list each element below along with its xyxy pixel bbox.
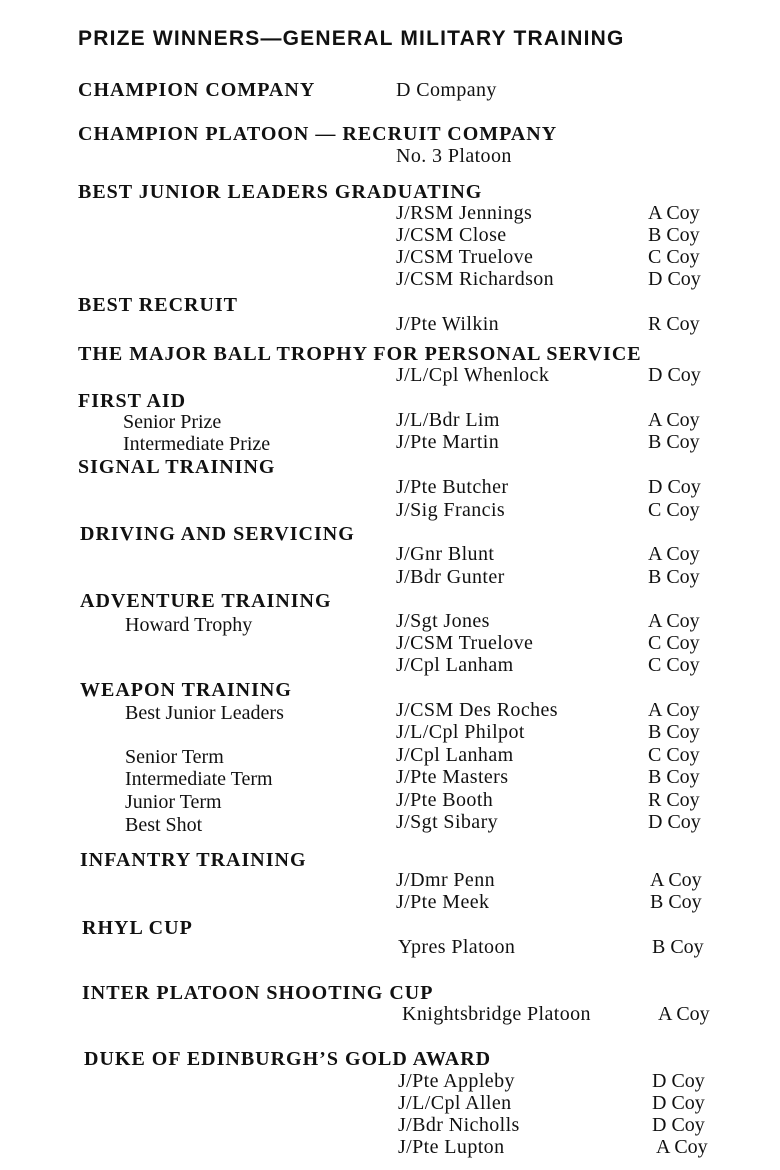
winner-coy: A Coy (656, 1136, 708, 1158)
sub-category: Junior Term (125, 791, 222, 813)
winner-name: Knightsbridge Platoon (402, 1003, 591, 1025)
winner-name: J/Gnr Blunt (396, 543, 495, 565)
winner-coy: D Coy (648, 364, 701, 386)
winner-coy: C Coy (648, 632, 700, 654)
winner-coy: D Coy (648, 476, 701, 498)
section-heading: THE MAJOR BALL TROPHY FOR PERSONAL SERVICE (78, 343, 642, 365)
winner-name: J/CSM Truelove (396, 246, 534, 268)
winner-coy: A Coy (648, 409, 700, 431)
winner-name: J/Pte Lupton (398, 1136, 505, 1158)
winner-name: J/Cpl Lanham (396, 744, 514, 766)
winner-coy: A Coy (648, 699, 700, 721)
section-heading: FIRST AID (78, 390, 187, 412)
winner-name: J/Pte Martin (396, 431, 500, 453)
winner-name: D Company (396, 79, 497, 101)
winner-name: No. 3 Platoon (396, 145, 512, 167)
winner-name: J/CSM Close (396, 224, 507, 246)
section-heading: CHAMPION PLATOON — RECRUIT COMPANY (78, 123, 558, 145)
winner-name: J/Bdr Gunter (396, 566, 505, 588)
winner-name: J/Pte Butcher (396, 476, 509, 498)
winner-name: J/Cpl Lanham (396, 654, 514, 676)
section-heading: DRIVING AND SERVICING (80, 523, 355, 545)
sub-category: Senior Term (125, 746, 224, 768)
winner-coy: A Coy (648, 202, 700, 224)
winner-coy: D Coy (648, 268, 701, 290)
page-title: PRIZE WINNERS—GENERAL MILITARY TRAINING (78, 27, 625, 50)
winner-name: J/L/Bdr Lim (396, 409, 500, 431)
sub-category: Howard Trophy (125, 614, 253, 636)
winner-name: J/Sgt Sibary (396, 811, 499, 833)
winner-coy: C Coy (648, 499, 700, 521)
winner-coy: C Coy (648, 654, 700, 676)
winner-name: J/Dmr Penn (396, 869, 495, 891)
winner-coy: C Coy (648, 246, 700, 268)
section-heading: INTER PLATOON SHOOTING CUP (82, 982, 434, 1004)
sub-category: Intermediate Term (125, 768, 273, 790)
winner-coy: D Coy (652, 1070, 705, 1092)
winner-coy: B Coy (648, 721, 700, 743)
winner-coy: B Coy (648, 431, 700, 453)
winner-coy: C Coy (648, 744, 700, 766)
winner-coy: R Coy (648, 789, 700, 811)
winner-coy: A Coy (648, 543, 700, 565)
sub-category: Best Shot (125, 814, 203, 836)
sub-category: Intermediate Prize (123, 433, 271, 455)
winner-name: J/CSM Truelove (396, 632, 534, 654)
section-heading: WEAPON TRAINING (80, 679, 292, 701)
section-heading: CHAMPION COMPANY (78, 79, 316, 101)
section-heading: BEST RECRUIT (78, 294, 239, 316)
section-heading: RHYL CUP (82, 917, 193, 939)
winner-name: J/Sgt Jones (396, 610, 490, 632)
winner-name: J/CSM Des Roches (396, 699, 558, 721)
winner-coy: B Coy (652, 936, 704, 958)
winner-name: J/Pte Masters (396, 766, 509, 788)
winner-name: J/Pte Meek (396, 891, 490, 913)
winner-name: J/RSM Jennings (396, 202, 533, 224)
winner-coy: B Coy (648, 566, 700, 588)
winner-name: J/Pte Appleby (398, 1070, 515, 1092)
winner-coy: A Coy (658, 1003, 710, 1025)
winner-coy: D Coy (652, 1092, 705, 1114)
section-heading: ADVENTURE TRAINING (80, 590, 332, 612)
winner-coy: D Coy (648, 811, 701, 833)
winner-name: J/Pte Wilkin (396, 313, 500, 335)
sub-category: Senior Prize (123, 411, 222, 433)
winner-name: J/L/Cpl Philpot (396, 721, 525, 743)
winner-name: J/L/Cpl Whenlock (396, 364, 550, 386)
section-heading: DUKE OF EDINBURGH’S GOLD AWARD (84, 1048, 492, 1070)
winner-coy: B Coy (648, 224, 700, 246)
winner-coy: R Coy (648, 313, 700, 335)
winner-coy: A Coy (648, 610, 700, 632)
section-heading: INFANTRY TRAINING (80, 849, 307, 871)
section-heading: BEST JUNIOR LEADERS GRADUATING (78, 181, 483, 203)
winner-name: Ypres Platoon (398, 936, 516, 958)
winner-name: J/L/Cpl Allen (398, 1092, 512, 1114)
winner-coy: B Coy (650, 891, 702, 913)
winner-name: J/Pte Booth (396, 789, 494, 811)
winner-coy: D Coy (652, 1114, 705, 1136)
winner-name: J/CSM Richardson (396, 268, 555, 290)
winner-name: J/Bdr Nicholls (398, 1114, 520, 1136)
winner-name: J/Sig Francis (396, 499, 506, 521)
winner-coy: B Coy (648, 766, 700, 788)
sub-category: Best Junior Leaders (125, 702, 284, 724)
winner-coy: A Coy (650, 869, 702, 891)
section-heading: SIGNAL TRAINING (78, 456, 276, 478)
